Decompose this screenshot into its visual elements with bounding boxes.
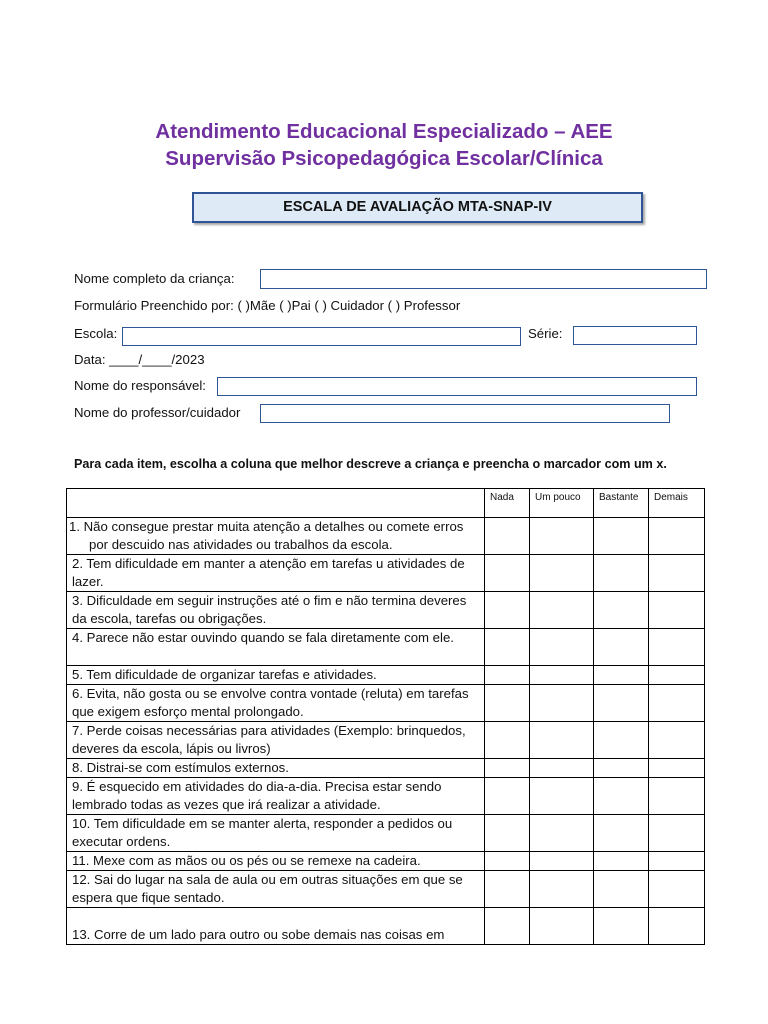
answer-cell[interactable] bbox=[594, 592, 649, 629]
answer-cell[interactable] bbox=[530, 815, 594, 852]
answer-cell[interactable] bbox=[649, 852, 705, 871]
answer-cell[interactable] bbox=[594, 666, 649, 685]
date-field[interactable]: Data: ____/____/2023 bbox=[74, 352, 205, 367]
answer-cell[interactable] bbox=[485, 908, 530, 945]
school-field[interactable] bbox=[122, 327, 521, 346]
answer-cell[interactable] bbox=[485, 666, 530, 685]
table-row bbox=[67, 778, 705, 815]
answer-cell[interactable] bbox=[485, 815, 530, 852]
answer-cell[interactable] bbox=[530, 518, 594, 555]
answer-cell[interactable] bbox=[485, 759, 530, 778]
answer-cell[interactable] bbox=[649, 871, 705, 908]
answer-cell[interactable] bbox=[649, 592, 705, 629]
answer-cell[interactable] bbox=[649, 908, 705, 945]
answer-cell[interactable] bbox=[530, 722, 594, 759]
title-line-1: Atendimento Educacional Especializado – AEE bbox=[155, 120, 613, 143]
item-text: 1. Não consegue prestar muita atenção a detalhes ou comete erros por descuido nas atividades ou trabalhos da escola. bbox=[67, 518, 485, 555]
table-header-row bbox=[67, 489, 705, 518]
item-text: 12. Sai do lugar na sala de aula ou em outras situações em que se espera que fique sentado. bbox=[67, 871, 485, 908]
answer-cell[interactable] bbox=[485, 778, 530, 815]
column-header-bastante: Bastante bbox=[594, 489, 649, 518]
answer-cell[interactable] bbox=[594, 759, 649, 778]
guardian-field[interactable] bbox=[217, 377, 697, 396]
answer-cell[interactable] bbox=[530, 592, 594, 629]
header-blank-cell bbox=[67, 489, 485, 518]
teacher-field[interactable] bbox=[260, 404, 670, 423]
answer-cell[interactable] bbox=[485, 685, 530, 722]
answer-cell[interactable] bbox=[485, 555, 530, 592]
table-row bbox=[67, 815, 705, 852]
table-row bbox=[67, 555, 705, 592]
table-row bbox=[67, 759, 705, 778]
grade-label: Série: bbox=[528, 326, 563, 341]
item-text: 8. Distrai-se com estímulos externos. bbox=[67, 759, 485, 778]
guardian-label: Nome do responsável: bbox=[74, 378, 206, 393]
item-text: 10. Tem dificuldade em se manter alerta, responder a pedidos ou executar ordens. bbox=[67, 815, 485, 852]
answer-cell[interactable] bbox=[530, 629, 594, 666]
table-row bbox=[67, 685, 705, 722]
table-row bbox=[67, 518, 705, 555]
answer-cell[interactable] bbox=[594, 908, 649, 945]
answer-cell[interactable] bbox=[594, 685, 649, 722]
answer-cell[interactable] bbox=[485, 722, 530, 759]
column-header-um-pouco: Um pouco bbox=[530, 489, 594, 518]
answer-cell[interactable] bbox=[594, 518, 649, 555]
answer-cell[interactable] bbox=[649, 666, 705, 685]
answer-cell[interactable] bbox=[594, 629, 649, 666]
grade-field[interactable] bbox=[573, 326, 697, 345]
answer-cell[interactable] bbox=[649, 629, 705, 666]
answer-cell[interactable] bbox=[530, 685, 594, 722]
answer-cell[interactable] bbox=[530, 871, 594, 908]
item-text: 5. Tem dificuldade de organizar tarefas e atividades. bbox=[67, 666, 485, 685]
title-line-2: Supervisão Psicopedagógica Escolar/Clínica bbox=[165, 147, 603, 170]
answer-cell[interactable] bbox=[594, 852, 649, 871]
answer-cell[interactable] bbox=[485, 518, 530, 555]
table-row bbox=[67, 908, 705, 945]
item-text: 4. Parece não estar ouvindo quando se fala diretamente com ele. bbox=[67, 629, 485, 666]
answer-cell[interactable] bbox=[594, 778, 649, 815]
answer-cell[interactable] bbox=[649, 518, 705, 555]
filled-by-options[interactable]: Formulário Preenchido por: ( )Mãe ( )Pai ( ) Cuidador ( ) Professor bbox=[74, 298, 461, 313]
item-text: 3. Dificuldade em seguir instruções até o fim e não termina deveres da escola, tarefas ou obrigações. bbox=[67, 592, 485, 629]
answer-cell[interactable] bbox=[530, 759, 594, 778]
scale-title: ESCALA DE AVALIAÇÃO MTA-SNAP-IV bbox=[283, 199, 552, 215]
column-header-nada: Nada bbox=[485, 489, 530, 518]
child-name-label: Nome completo da criança: bbox=[74, 271, 235, 286]
answer-cell[interactable] bbox=[485, 871, 530, 908]
answer-cell[interactable] bbox=[530, 666, 594, 685]
table-row bbox=[67, 852, 705, 871]
answer-cell[interactable] bbox=[485, 852, 530, 871]
answer-cell[interactable] bbox=[649, 722, 705, 759]
item-text: 7. Perde coisas necessárias para atividades (Exemplo: brinquedos, deveres da escola, lápis ou livros) bbox=[67, 722, 485, 759]
table-row bbox=[67, 871, 705, 908]
answer-cell[interactable] bbox=[485, 592, 530, 629]
table-row bbox=[67, 666, 705, 685]
item-text: 13. Corre de um lado para outro ou sobe demais nas coisas em bbox=[67, 908, 485, 945]
answer-cell[interactable] bbox=[530, 852, 594, 871]
item-text: 9. É esquecido em atividades do dia-a-dia. Precisa estar sendo lembrado todas as vezes que irá realizar a atividade. bbox=[67, 778, 485, 815]
answer-cell[interactable] bbox=[594, 555, 649, 592]
answer-cell[interactable] bbox=[530, 555, 594, 592]
answer-cell[interactable] bbox=[649, 759, 705, 778]
table-row bbox=[67, 592, 705, 629]
table-row bbox=[67, 722, 705, 759]
answer-cell[interactable] bbox=[649, 685, 705, 722]
answer-cell[interactable] bbox=[649, 778, 705, 815]
answer-cell[interactable] bbox=[594, 871, 649, 908]
answer-cell[interactable] bbox=[594, 815, 649, 852]
answer-cell[interactable] bbox=[530, 908, 594, 945]
item-text: 6. Evita, não gosta ou se envolve contra vontade (reluta) em tarefas que exigem esforço mental prolongado. bbox=[67, 685, 485, 722]
answer-cell[interactable] bbox=[594, 722, 649, 759]
table-row bbox=[67, 629, 705, 666]
answer-cell[interactable] bbox=[649, 555, 705, 592]
rating-table bbox=[66, 488, 705, 945]
item-text: 2. Tem dificuldade em manter a atenção em tarefas u atividades de lazer. bbox=[67, 555, 485, 592]
answer-cell[interactable] bbox=[530, 778, 594, 815]
teacher-label: Nome do professor/cuidador bbox=[74, 405, 241, 420]
instructions: Para cada item, escolha a coluna que melhor descreve a criança e preencha o marcador com um x. bbox=[74, 457, 667, 471]
scale-title-box bbox=[192, 192, 643, 223]
child-name-field[interactable] bbox=[260, 269, 707, 289]
answer-cell[interactable] bbox=[485, 629, 530, 666]
answer-cell[interactable] bbox=[649, 815, 705, 852]
column-header-demais: Demais bbox=[649, 489, 705, 518]
item-text: 11. Mexe com as mãos ou os pés ou se remexe na cadeira. bbox=[67, 852, 485, 871]
school-label: Escola: bbox=[74, 326, 118, 341]
